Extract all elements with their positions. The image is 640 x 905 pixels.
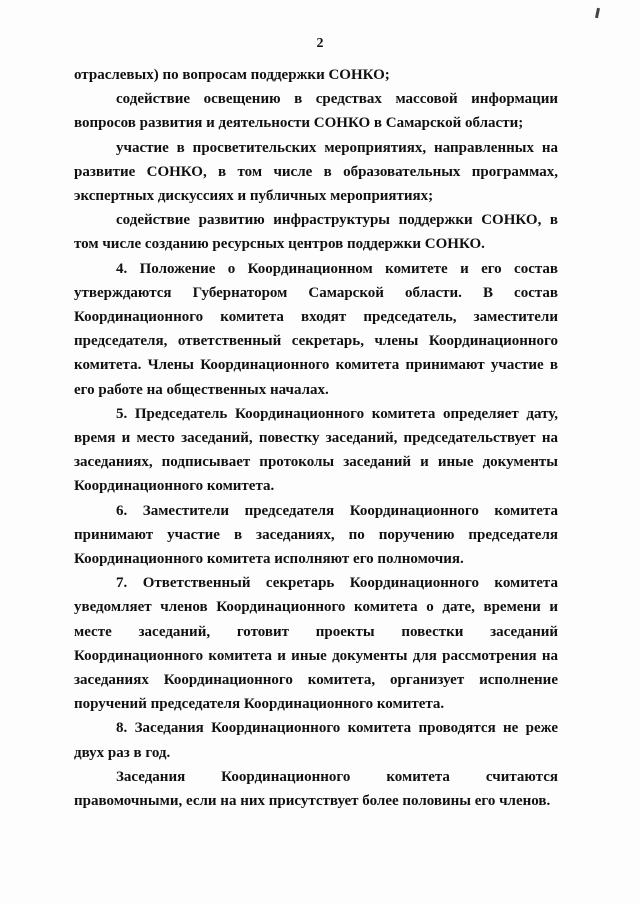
paragraph: содействие освещению в средствах массовой информации вопросов развития и деятельности СОНКО в Самарской области; — [74, 91, 558, 132]
paragraph: 4. Положение о Координационном комитете и его состав утверждаются Губернатором Самарской области. В состав Координационного комитета входят председатель, заместители председателя, ответственный секретарь, члены Координационного комитета. Члены Координационного комитета принимают участие в его работе на общественных началах. — [74, 260, 558, 398]
paragraph: 8. Заседания Координационного комитета проводятся не реже двух раз в год. — [74, 720, 558, 761]
paragraph: Заседания Координационного комитета считаются правомочными, если на них присутствует более половины его членов. — [74, 768, 558, 810]
paragraph: 6. Заместители председателя Координационного комитета принимают участие в заседаниях, по поручению председателя Координационного комитета исполняют его полномочия. — [74, 502, 558, 568]
paragraph: 7. Ответственный секретарь Координационного комитета уведомляет членов Координационного комитета о дате, времени и месте заседаний, готовит проекты повестки заседаний Координационного комитета и иные документы для рассмотрения на заседаниях Координационного комитета, организует исполнение поручений председателя Координационного комитета. — [74, 575, 558, 713]
paragraph: 5. Председатель Координационного комитета определяет дату, время и место заседаний, повестку заседаний, председательствует на заседаниях, подписывает протоколы заседаний и иные документы Координационного комитета. — [74, 405, 558, 495]
paragraph: содействие развитию инфраструктуры поддержки СОНКО, в том числе созданию ресурсных центров поддержки СОНКО. — [74, 212, 558, 253]
document-body — [74, 63, 558, 813]
page-number: 2 — [316, 36, 324, 51]
scan-artifact — [595, 8, 600, 18]
paragraph: отраслевых) по вопросам поддержки СОНКО; — [74, 67, 390, 83]
paragraph: участие в просветительских мероприятиях, направленных на развитие СОНКО, в том числе в образовательных программах, экспертных дискуссиях и публичных мероприятиях; — [74, 139, 558, 205]
